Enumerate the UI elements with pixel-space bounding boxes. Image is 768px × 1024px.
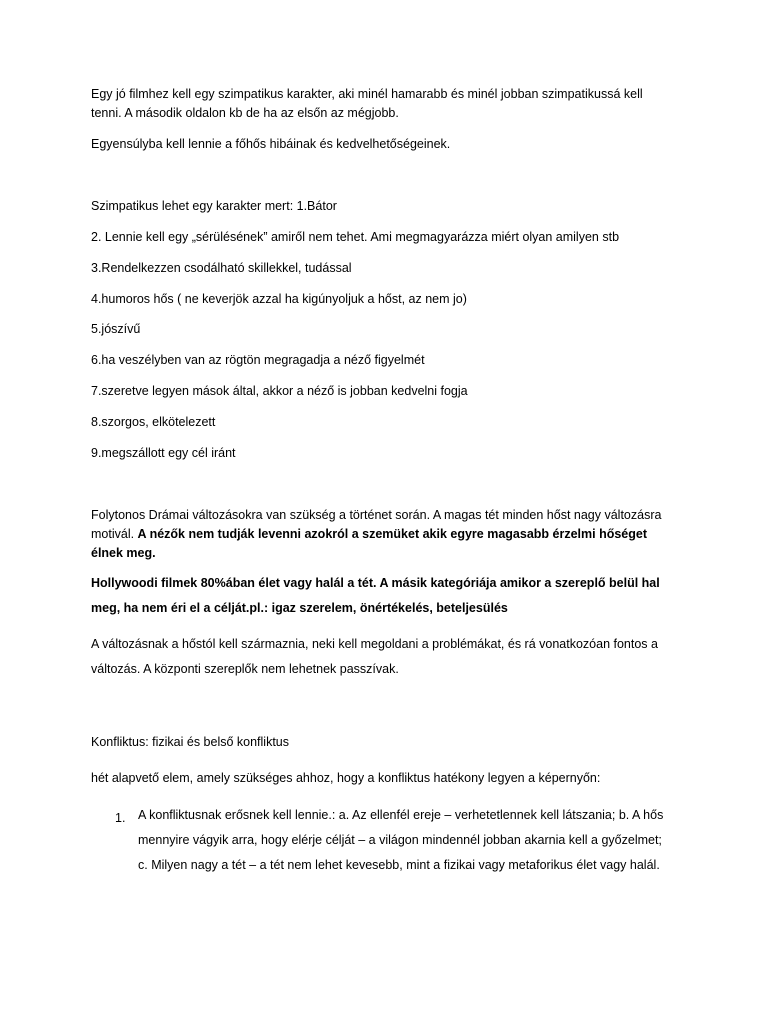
paragraph-drama-plain: Folytonos Drámai változásokra van szükség a történet során. A magas tét minden hőst nagy változásra motivál. xyxy=(91,508,662,541)
list-line-8: 8.szorgos, elkötelezett xyxy=(91,415,216,429)
list-line-3: 3.Rendelkezzen csodálható skillekkel, tudással xyxy=(91,261,352,275)
list-number-1: 1. xyxy=(115,811,126,825)
list-line-9: 9.megszállott egy cél iránt xyxy=(91,446,236,460)
list-line-7: 7.szeretve legyen mások által, akkor a néző is jobban kedvelni fogja xyxy=(91,384,468,398)
paragraph-hollywood: Hollywoodi filmek 80%ában élet vagy halál a tét. A másik kategóriája amikor a szereplő belül hal meg, ha nem éri el a célját.pl.: igaz szerelem, önértékelés, beteljesülés xyxy=(91,576,660,615)
list-line-4: 4.humoros hős ( ne keverjök azzal ha kigúnyoljuk a hőst, az nem jo) xyxy=(91,292,467,306)
list-item-1: A konfliktusnak erősnek kell lennie.: a. Az ellenfél ereje – verhetetlennek kell látszania; b. A hős mennyire vágyik arra, hogy elérje célját – a világon mindennél jobban akarnia kell a győzelmet; c. Milyen nagy a tét – a tét nem lehet kevesebb, mint a fizikai vagy metaforikus élet vagy halál. xyxy=(138,808,664,872)
paragraph-drama xyxy=(91,506,671,563)
paragraph-seven-elements: hét alapvető elem, amely szükséges ahhoz, hogy a konfliktus hatékony legyen a képernyőn: xyxy=(91,771,601,785)
paragraph-change: A változásnak a hőstól kell származnia, neki kell megoldani a problémákat, és rá vonatkozóan fontos a változás. A központi szereplők nem lehetnek passzívak. xyxy=(91,637,658,676)
list-line-6: 6.ha veszélyben van az rögtön megragadja a néző figyelmét xyxy=(91,353,425,367)
paragraph-conflict-heading: Konfliktus: fizikai és belső konfliktus xyxy=(91,735,290,749)
paragraph-sympathetic: Szimpatikus lehet egy karakter mert: 1.Bátor xyxy=(91,199,337,213)
list-line-5: 5.jószívű xyxy=(91,322,141,336)
paragraph-drama-bold: A nézők nem tudják levenni azokról a szemüket akik egyre magasabb érzelmi hőséget élnek meg. xyxy=(91,527,647,560)
paragraph-balance: Egyensúlyba kell lennie a főhős hibáinak és kedvelhetőségeinek. xyxy=(91,137,451,151)
paragraph-intro: Egy jó filmhez kell egy szimpatikus karakter, aki minél hamarabb és minél jobban szimpatikussá kell tenni. A második oldalon kb de ha az elsőn az mégjobb. xyxy=(91,87,643,120)
list-line-2: 2. Lennie kell egy „sérülésének” amiről nem tehet. Ami megmagyarázza miért olyan amilyen stb xyxy=(91,230,620,244)
